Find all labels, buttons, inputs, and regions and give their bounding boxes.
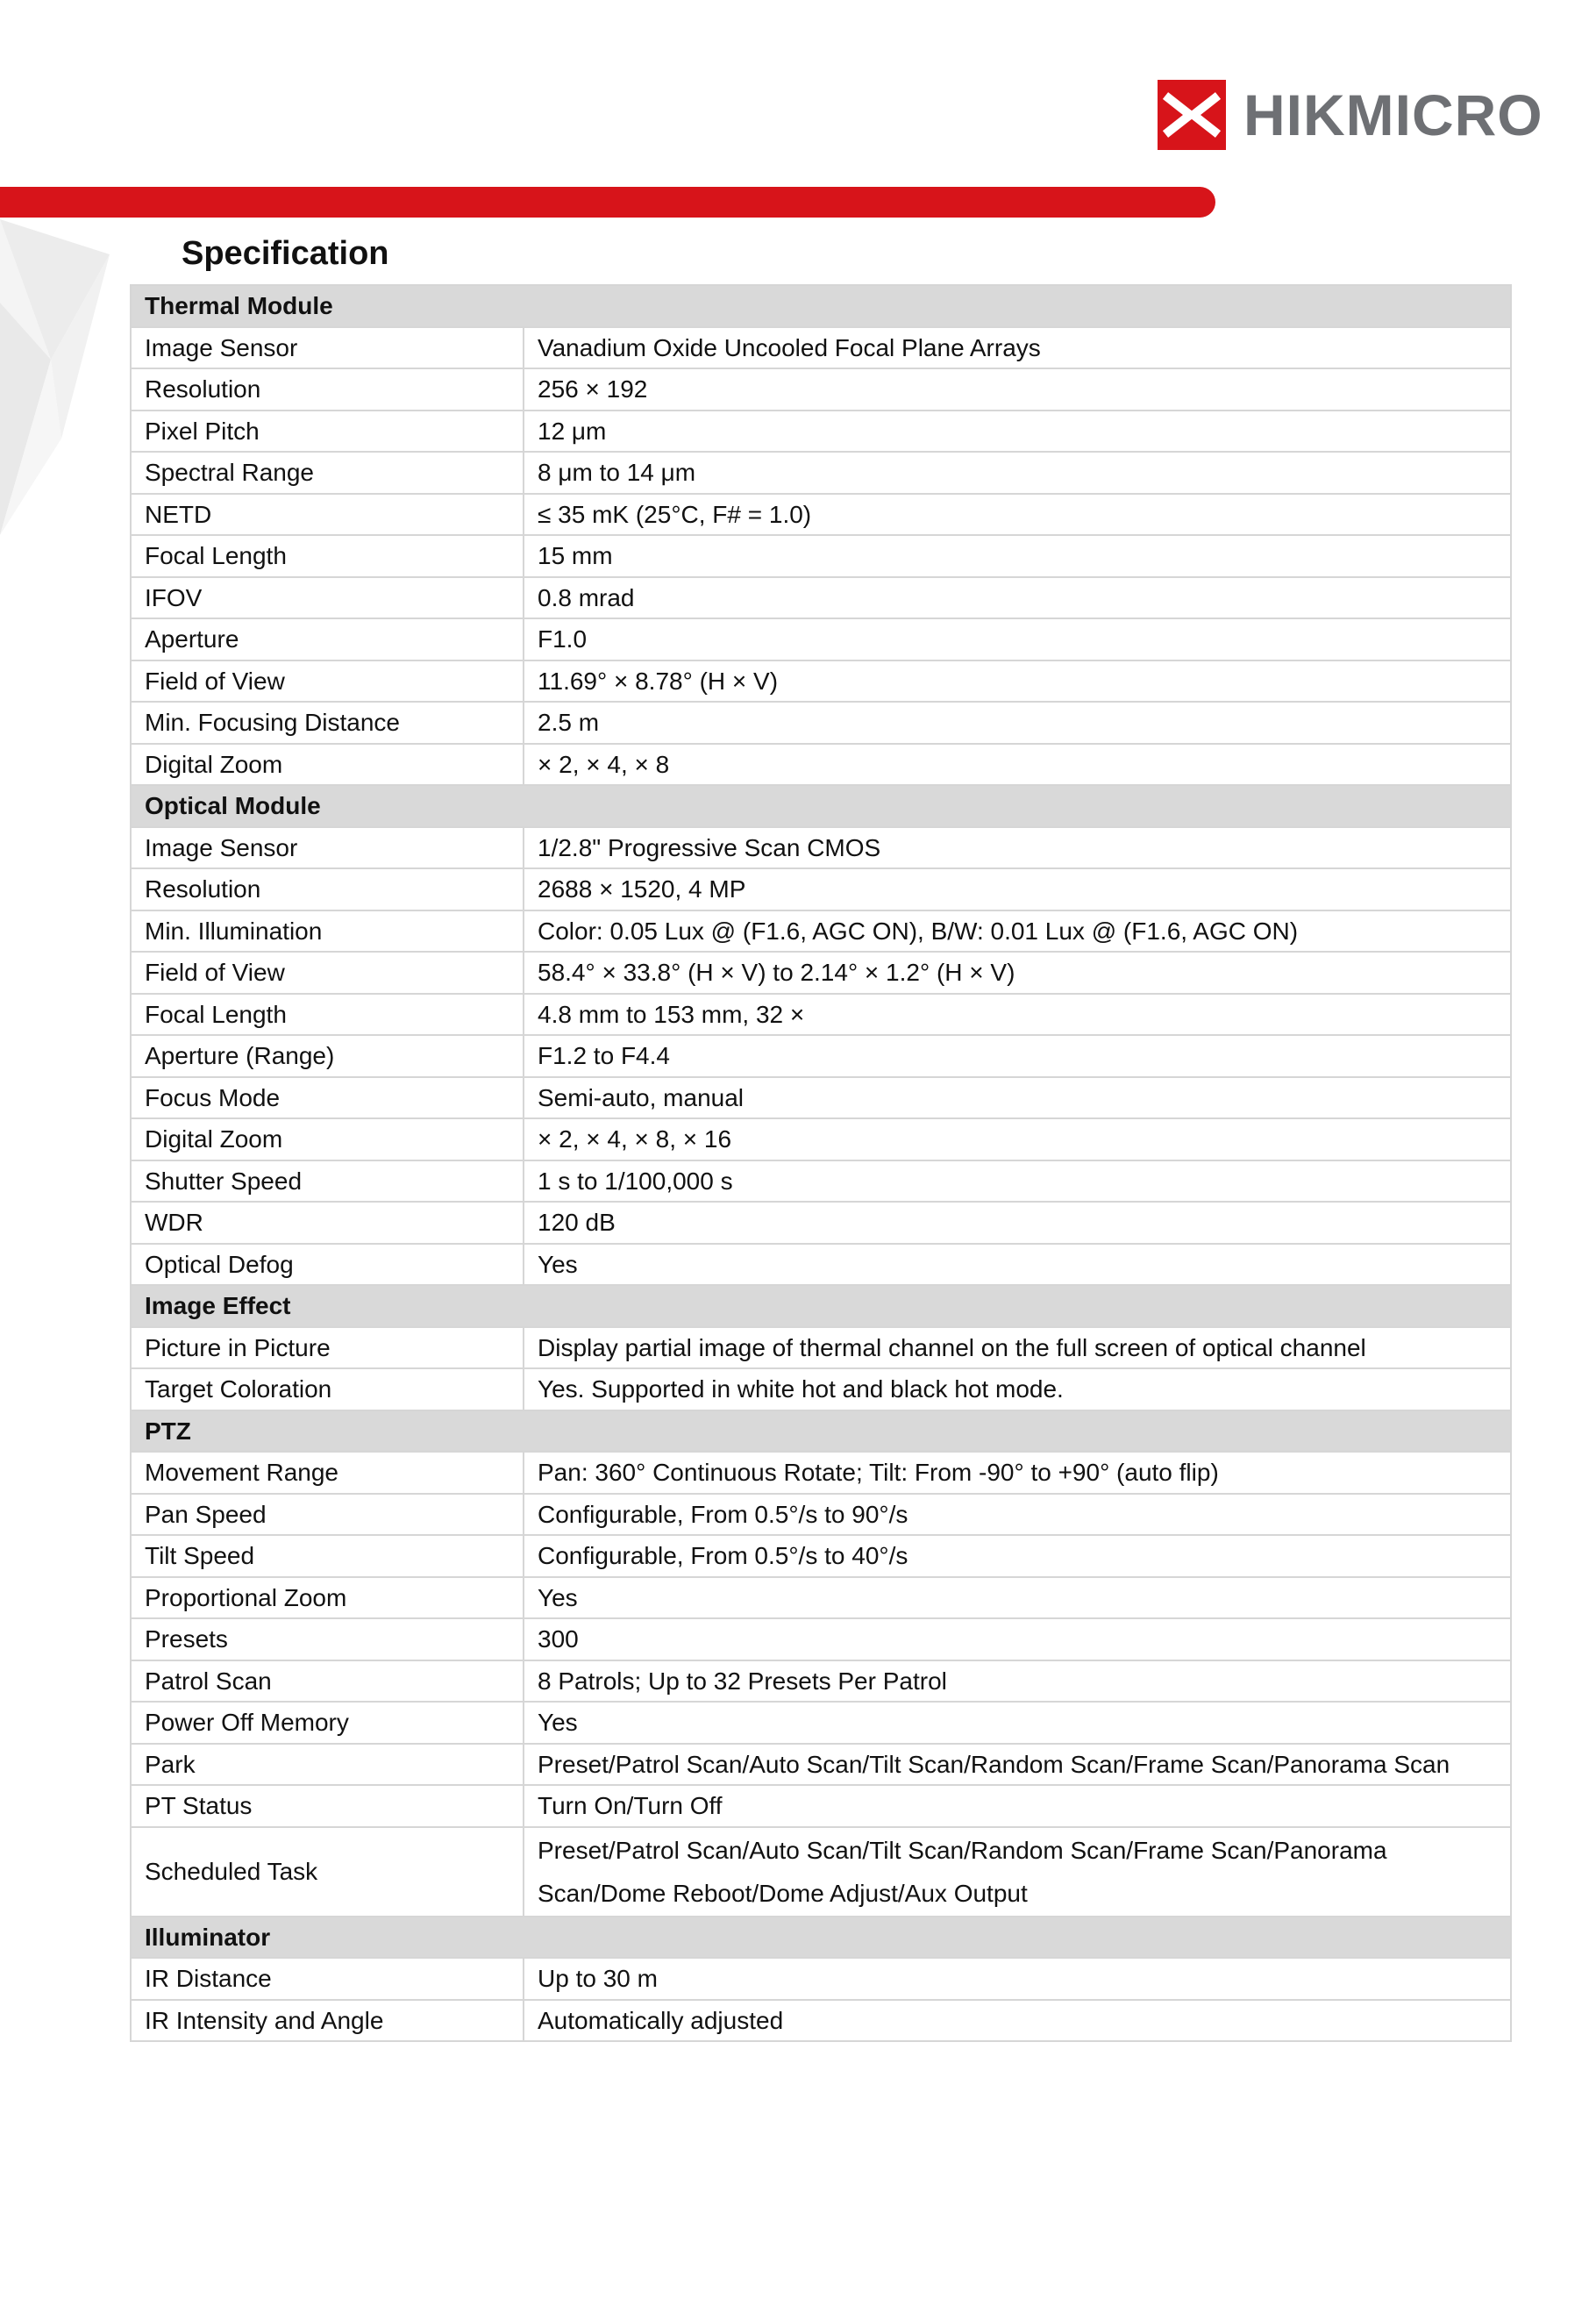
spec-label: Focus Mode: [131, 1077, 524, 1119]
spec-row: [131, 952, 1511, 994]
brand-name: HIKMICRO: [1243, 82, 1543, 147]
decorative-shape: [0, 219, 123, 544]
spec-row: [131, 1494, 1511, 1536]
spec-label: IR Intensity and Angle: [131, 2000, 524, 2042]
spec-value: Display partial image of thermal channel on the full screen of optical channel: [524, 1327, 1511, 1369]
spec-value: 1/2.8" Progressive Scan CMOS: [524, 827, 1511, 869]
spec-label: Presets: [131, 1618, 524, 1660]
spec-label: Resolution: [131, 368, 524, 411]
spec-value: Preset/Patrol Scan/Auto Scan/Tilt Scan/Random Scan/Frame Scan/Panorama Scan/Dome Reboot/Dome Adjust/Aux Output: [524, 1827, 1511, 1917]
spec-value: ≤ 35 mK (25°C, F# = 1.0): [524, 494, 1511, 536]
spec-value: Pan: 360° Continuous Rotate; Tilt: From -90° to +90° (auto flip): [524, 1452, 1511, 1494]
spec-row: [131, 1660, 1511, 1703]
spec-label: Field of View: [131, 952, 524, 994]
spec-label: Tilt Speed: [131, 1535, 524, 1577]
spec-value: 0.8 mrad: [524, 577, 1511, 619]
spec-value: Yes: [524, 1244, 1511, 1286]
spec-row: [131, 827, 1511, 869]
spec-value: Up to 30 m: [524, 1958, 1511, 2000]
spec-value: 300: [524, 1618, 1511, 1660]
spec-label: PT Status: [131, 1785, 524, 1827]
spec-value: Vanadium Oxide Uncooled Focal Plane Arrays: [524, 327, 1511, 369]
spec-row: [131, 1958, 1511, 2000]
spec-row: [131, 702, 1511, 744]
spec-row: [131, 1035, 1511, 1077]
specification-table: [130, 284, 1512, 2042]
hikmicro-logo-icon: [1158, 80, 1226, 150]
spec-row: [131, 660, 1511, 703]
section-header-row: [131, 1410, 1511, 1453]
spec-row: [131, 1827, 1511, 1917]
spec-row: [131, 1577, 1511, 1619]
spec-label: Proportional Zoom: [131, 1577, 524, 1619]
section-title: Illuminator: [131, 1917, 1511, 1959]
spec-label: Field of View: [131, 660, 524, 703]
spec-label: Resolution: [131, 868, 524, 910]
section-header-row: [131, 1917, 1511, 1959]
section-header-row: [131, 1285, 1511, 1327]
spec-row: [131, 2000, 1511, 2042]
section-header-row: [131, 285, 1511, 327]
spec-row: [131, 1077, 1511, 1119]
specification-table-body: [131, 285, 1511, 2041]
spec-row: [131, 1368, 1511, 1410]
spec-label: Pixel Pitch: [131, 411, 524, 453]
spec-row: [131, 1702, 1511, 1744]
spec-label: Aperture (Range): [131, 1035, 524, 1077]
spec-value: 15 mm: [524, 535, 1511, 577]
spec-label: NETD: [131, 494, 524, 536]
spec-value: Yes: [524, 1702, 1511, 1744]
spec-value: Automatically adjusted: [524, 2000, 1511, 2042]
section-header-row: [131, 785, 1511, 827]
spec-row: [131, 1618, 1511, 1660]
spec-row: [131, 1118, 1511, 1160]
spec-label: Digital Zoom: [131, 1118, 524, 1160]
spec-row: [131, 1452, 1511, 1494]
spec-value: 256 × 192: [524, 368, 1511, 411]
spec-row: [131, 368, 1511, 411]
spec-value: 2.5 m: [524, 702, 1511, 744]
spec-label: IFOV: [131, 577, 524, 619]
spec-label: Image Sensor: [131, 327, 524, 369]
spec-value: Semi-auto, manual: [524, 1077, 1511, 1119]
spec-value: 120 dB: [524, 1202, 1511, 1244]
spec-value: 4.8 mm to 153 mm, 32 ×: [524, 994, 1511, 1036]
spec-label: Power Off Memory: [131, 1702, 524, 1744]
spec-row: [131, 994, 1511, 1036]
spec-value: Yes: [524, 1577, 1511, 1619]
spec-row: [131, 1327, 1511, 1369]
spec-label: Picture in Picture: [131, 1327, 524, 1369]
spec-value: Yes. Supported in white hot and black hot mode.: [524, 1368, 1511, 1410]
spec-label: Image Sensor: [131, 827, 524, 869]
spec-value: × 2, × 4, × 8, × 16: [524, 1118, 1511, 1160]
spec-label: Optical Defog: [131, 1244, 524, 1286]
section-title: Image Effect: [131, 1285, 1511, 1327]
spec-value: 8 μm to 14 μm: [524, 452, 1511, 494]
spec-value: 2688 × 1520, 4 MP: [524, 868, 1511, 910]
spec-value: 11.69° × 8.78° (H × V): [524, 660, 1511, 703]
spec-value: 1 s to 1/100,000 s: [524, 1160, 1511, 1203]
spec-label: Spectral Range: [131, 452, 524, 494]
spec-value: Turn On/Turn Off: [524, 1785, 1511, 1827]
spec-row: [131, 868, 1511, 910]
spec-value: Configurable, From 0.5°/s to 40°/s: [524, 1535, 1511, 1577]
spec-row: [131, 1785, 1511, 1827]
spec-value: × 2, × 4, × 8: [524, 744, 1511, 786]
spec-value: Configurable, From 0.5°/s to 90°/s: [524, 1494, 1511, 1536]
spec-row: [131, 411, 1511, 453]
spec-value: Preset/Patrol Scan/Auto Scan/Tilt Scan/Random Scan/Frame Scan/Panorama Scan: [524, 1744, 1511, 1786]
spec-label: Digital Zoom: [131, 744, 524, 786]
spec-label: Target Coloration: [131, 1368, 524, 1410]
spec-row: [131, 744, 1511, 786]
spec-row: [131, 618, 1511, 660]
page-title: Specification: [182, 235, 389, 272]
spec-row: [131, 577, 1511, 619]
spec-row: [131, 1244, 1511, 1286]
spec-label: Aperture: [131, 618, 524, 660]
spec-value: 12 μm: [524, 411, 1511, 453]
spec-label: Patrol Scan: [131, 1660, 524, 1703]
brand-logo: [1158, 77, 1543, 153]
spec-row: [131, 1744, 1511, 1786]
spec-value: 58.4° × 33.8° (H × V) to 2.14° × 1.2° (H × V): [524, 952, 1511, 994]
spec-label: Park: [131, 1744, 524, 1786]
section-title: PTZ: [131, 1410, 1511, 1453]
spec-row: [131, 535, 1511, 577]
spec-label: Pan Speed: [131, 1494, 524, 1536]
spec-label: Movement Range: [131, 1452, 524, 1494]
section-title: Optical Module: [131, 785, 1511, 827]
spec-label: WDR: [131, 1202, 524, 1244]
spec-value: F1.2 to F4.4: [524, 1035, 1511, 1077]
spec-row: [131, 1160, 1511, 1203]
spec-label: Min. Illumination: [131, 910, 524, 953]
header-red-bar: [0, 187, 1215, 218]
spec-label: Focal Length: [131, 994, 524, 1036]
spec-row: [131, 452, 1511, 494]
spec-row: [131, 327, 1511, 369]
spec-row: [131, 1202, 1511, 1244]
spec-label: Min. Focusing Distance: [131, 702, 524, 744]
spec-row: [131, 910, 1511, 953]
spec-value: F1.0: [524, 618, 1511, 660]
section-title: Thermal Module: [131, 285, 1511, 327]
spec-row: [131, 494, 1511, 536]
spec-label: Focal Length: [131, 535, 524, 577]
spec-label: Scheduled Task: [131, 1827, 524, 1917]
spec-value: Color: 0.05 Lux @ (F1.6, AGC ON), B/W: 0.01 Lux @ (F1.6, AGC ON): [524, 910, 1511, 953]
spec-label: Shutter Speed: [131, 1160, 524, 1203]
spec-row: [131, 1535, 1511, 1577]
spec-label: IR Distance: [131, 1958, 524, 2000]
spec-value: 8 Patrols; Up to 32 Presets Per Patrol: [524, 1660, 1511, 1703]
